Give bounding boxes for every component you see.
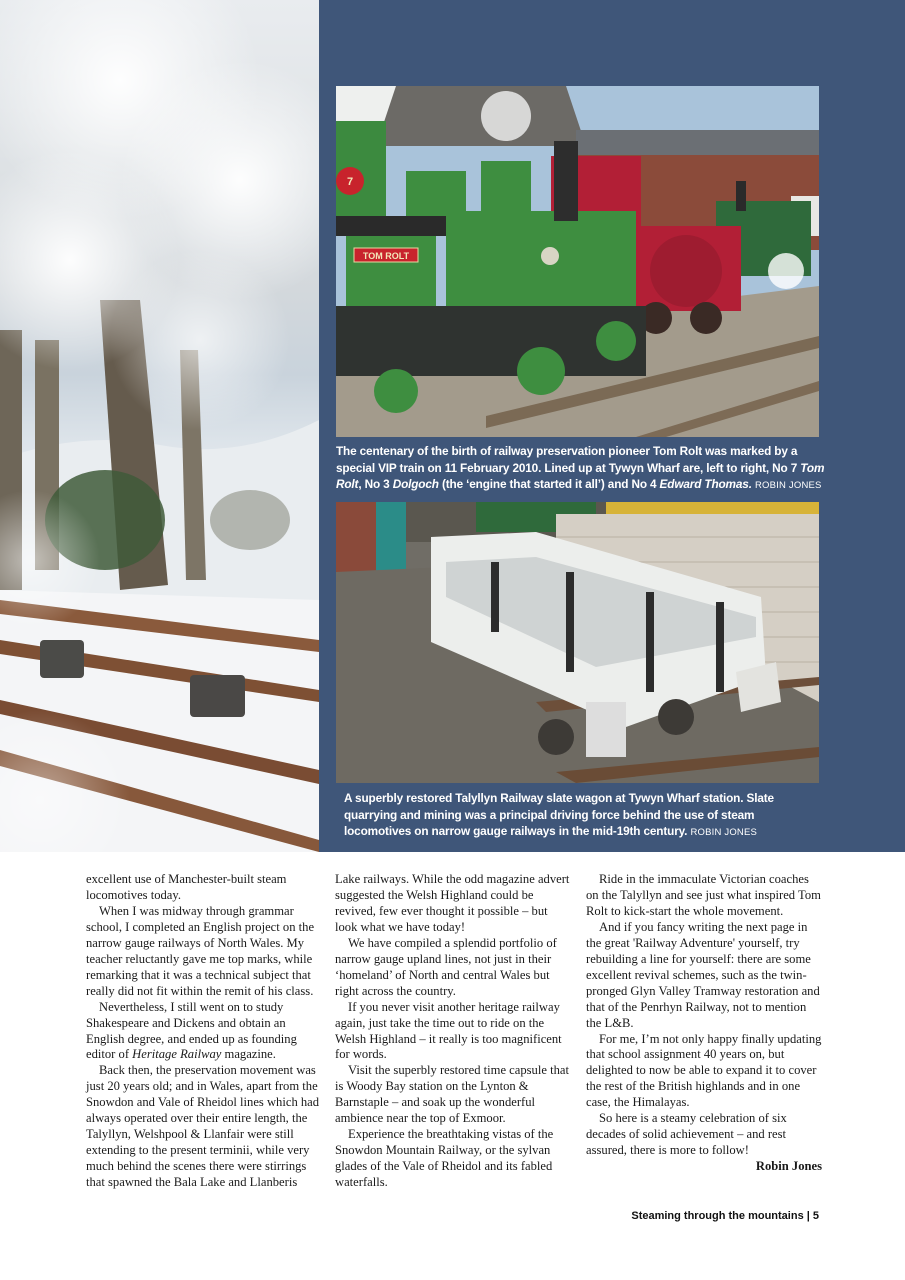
paragraph bbox=[86, 1000, 322, 1064]
paragraph: excellent use of Manchester-built steam locomotives today. bbox=[86, 872, 287, 902]
paragraph: Back then, the preservation movement was just 20 years old; and in Wales, apart from the Snowdon and Vale of Rheidol lines which had always operated over their entire length, the Talyllyn, Welshpool & Llanfair were still extending to the present terminii, while very much behind the scenes there were stirrings that spawned the Bala Lake and Llanberis bbox=[86, 1063, 320, 1190]
paragraph: If you never visit another heritage railway again, just take the time out to ride on the Welsh Highland – it really is too magnificent for words. bbox=[335, 999, 562, 1062]
paragraph: Lake railways. While the odd magazine advert suggested the Welsh Highland could be revived, few ever thought it possible – but look what we have today! bbox=[335, 872, 570, 934]
photo-credit: ROBIN JONES bbox=[754, 480, 822, 491]
article-column-2 bbox=[335, 872, 571, 1191]
loco-number-badge: 7 bbox=[346, 176, 354, 188]
caption-text: , No 3 bbox=[358, 477, 393, 491]
loco-nameplate: TOM ROLT bbox=[362, 251, 410, 261]
slate-wagon-photo bbox=[336, 502, 819, 783]
paragraph: So here is a steamy celebration of six decades of solid achievement – and rest assured, there is more to follow! bbox=[586, 1111, 787, 1158]
magazine-title: Heritage Railway bbox=[132, 1047, 222, 1062]
bottom-photo-caption bbox=[344, 790, 824, 842]
top-photo-caption bbox=[336, 443, 826, 495]
page-footer: Steaming through the mountains | 5 bbox=[631, 1210, 819, 1222]
caption-text: The centenary of the birth of railway preservation pioneer Tom Rolt was marked by a special VIP train on 11 February 2010. Lined up at Tywyn Wharf are, left to right, No 7 bbox=[336, 444, 801, 475]
photo-credit: ROBIN JONES bbox=[690, 827, 758, 838]
locomotives-tywyn-wharf-photo bbox=[336, 86, 819, 437]
caption-text: A superbly restored Talyllyn Railway slate wagon at Tywyn Wharf station. Slate quarrying and mining was a principal driving force behind the use of steam locomotives on narrow gauge railways in the mid-19th century. bbox=[344, 791, 774, 838]
article-column-1 bbox=[86, 872, 322, 1191]
paragraph: We have compiled a splendid portfolio of narrow gauge upland lines, not just in their ‘homeland’ of North and central Wales but right across the country. bbox=[335, 935, 557, 998]
author-signature: Robin Jones bbox=[755, 1159, 822, 1174]
paragraph: Ride in the immaculate Victorian coaches on the Talyllyn and see just what inspired Tom Rolt to kick-start the whole movement. bbox=[586, 872, 821, 918]
caption-italic-name: Dolgoch bbox=[392, 477, 439, 491]
caption-italic-name: Edward Thomas. bbox=[659, 477, 752, 491]
paragraph: Visit the superbly restored time capsule that is Woody Bay station on the Lynton & Barnstaple – and soak up the wonderful ambience near the top of Exmoor. bbox=[335, 1063, 569, 1126]
article-column-3 bbox=[586, 872, 822, 1175]
caption-italic-name: Tom Rolt bbox=[336, 460, 825, 491]
paragraph-text: Nevertheless, I still went on to study Shakespeare and Dickens and obtain an English degree, and ended up as founding editor of bbox=[86, 999, 297, 1062]
paragraph: And if you fancy writing the next page in the great 'Railway Adventure' yourself, try rebuilding a line for yourself: there are some excellent revival schemes, such as the twin-pronged Glyn Valley Tramway restoration and that of the Penrhyn Railway, not to mention the L&B. bbox=[586, 919, 820, 1030]
snowy-railway-steam-photo bbox=[0, 0, 319, 852]
caption-text: (the ‘engine that started it all’) and No 4 bbox=[438, 477, 660, 491]
paragraph: For me, I’m not only happy finally updating that school assignment 40 years on, but delighted to now be able to expand it to cover the rest of the British highlands and in one case, the Himalayas. bbox=[586, 1031, 822, 1110]
paragraph: Experience the breathtaking vistas of the Snowdon Mountain Railway, or the sylvan glades of the Vale of Rheidol and its fabled waterfalls. bbox=[335, 1127, 554, 1190]
paragraph: When I was midway through grammar school, I completed an English project on the narrow gauge railways of North Wales. My teacher reluctantly gave me top marks, while remarking that it was a technical subject that really did not fit within the remit of his class. bbox=[86, 903, 315, 998]
paragraph-text: magazine. bbox=[221, 1047, 276, 1062]
